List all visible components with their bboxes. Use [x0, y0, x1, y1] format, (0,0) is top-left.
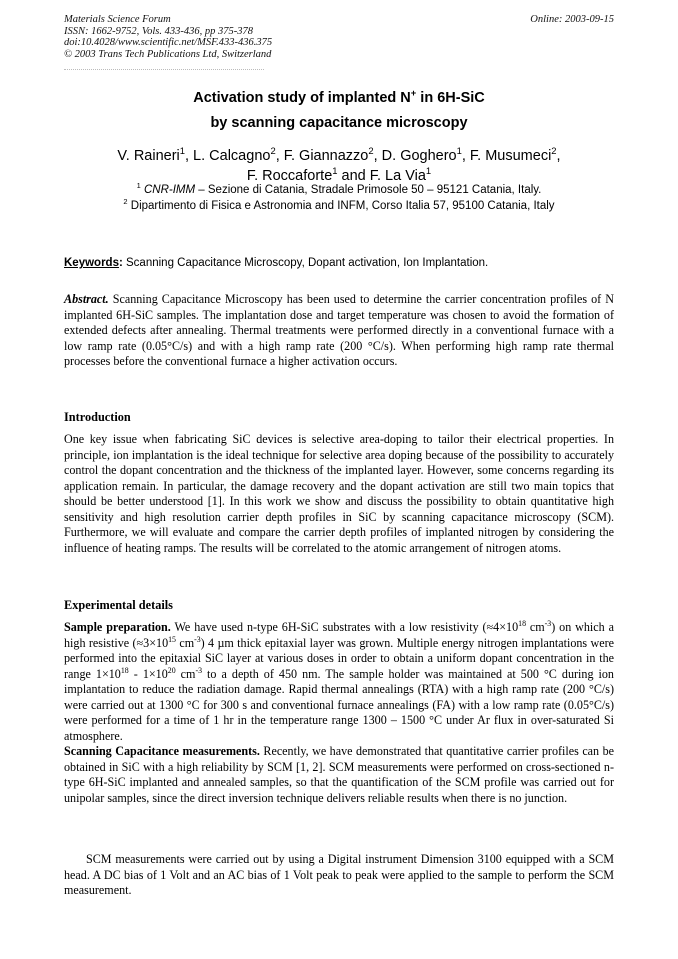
copyright-line: © 2003 Trans Tech Publications Ltd, Switzerland: [64, 48, 272, 60]
scm-paragraph-2: SCM measurements were carried out by using a Digital instrument Dimension 3100 equipped with a SCM head. A DC bias of 1 Volt and an AC bias of 1 Volt peak to peak were applied to the sample to perform the SCM measurement.: [64, 852, 614, 897]
sample-preparation-paragraph: Sample preparation. We have used n-type 6H-SiC substrates with a low resistivity ($\approx 4\times 10^{18}$ $cm^{-3}$) on which a high resistive ($\approx 3\times 10^{15}$ $cm^{-3}$) 4 µm thick epitaxial layer was grown. Multiple energy nitrogen implantations were performed into the epitaxial SiC layer at various doses in order to obtain a uniform dopant concentration in the range $1\times 10^{18} - 1\times 10^{20}$ $cm^{-3}$ to a depth of 450 nm. The sample holder was maintained at 500 °C during ion implantation to reduce the radiation damage. Rapid thermal annealings (RTA) with a high ramp rate (200 °C/s) were carried out at 1300 °C for 300 s and conventional furnace annealings (FA) with a low ramp rate (0.05°C/s) were performed for a time of 1 hr in the temperature range 1300 – 1500 °C under Ar flux in over-saturated Si atmosphere. Scanning Capacitance measurements. Recently, we have demonstrated that quantitative carrier profiles can be obtained in SiC with a high reliability by SCM [1, 2]. SCM measurements were performed on cross-sectioned n-type 6H-SiC implanted and annealed samples, so that the quantification of the SCM profile was carried out for unipolar samples, since the direct inversion technique delivers reliable results when there is no junction.: [64, 618, 615, 805]
paper-title-line2: by scanning capacitance microscopy: [210, 115, 468, 131]
abstract-paragraph: Abstract. Scanning Capacitance Microscopy has been used to determine the carrier concentration profiles of N implanted 6H-SiC samples. The implantation dose and target temperature was chosen to avoid the formation of extended defects after annealing. Thermal treatments were performed directly in a conventional furnace with a low ramp rate (0.05°C/s) and with a high ramp rate (200 °C/s). When performing high ramp rate thermal processes before the conventional furnace a higher activation occurs.: [64, 292, 614, 368]
sample-preparation-label: Sample preparation.: [64, 620, 171, 634]
introduction-heading: Introduction: [64, 410, 131, 424]
journal-name: Materials Science Forum: [64, 14, 171, 25]
author-line1: V. Raineri$^1$, L. Calcagno$^2$, F. Giannazzo$^2$, D. Goghero$^1$, F. Musumeci$^2$,: [117, 145, 561, 164]
paper-title-line1: Activation study of implanted N+ in 6H-SiC: [193, 87, 485, 106]
author-list: [0, 146, 678, 186]
affiliations: [0, 182, 678, 214]
journal-header: [64, 14, 272, 60]
introduction-paragraph: One key issue when fabricating SiC devices is selective area-doping to tailor their electrical properties. In principle, ion implantation is the ideal technique for selective area doping because of the possibility to accurately control the dopant concentration and the thickness of the implanted layer. However, some concerns regarding its application remain. In particular, the damage recovery and the dopant activation are still two main topics that should be better understood [1]. In this work we show and discuss the possibility to obtain quantitative high sensitivity and high resolution carrier depth profiles in SiC by scanning capacitance microscopy (SCM). Furthermore, we will evaluate and compare the carrier depth profiles of implanted nitrogen by considering the influence of heating ramps. The results will be correlated to the atomic arrangement of nitrogen atoms.: [64, 432, 614, 555]
scm-label: Scanning Capacitance measurements.: [64, 744, 260, 758]
affiliation-2: $^2$ Dipartimento di Fisica e Astronomia and INFM, Corso Italia 57, 95100 Catania, Italy: [123, 197, 555, 212]
keywords-label: Keywords: [64, 257, 119, 269]
issn-line: ISSN: 1662-9752, Vols. 433-436, pp 375-378: [64, 25, 253, 37]
faded-header-line: [64, 69, 264, 73]
abstract-label: Abstract.: [64, 292, 109, 306]
online-date: Online: 2003-09-15: [530, 14, 614, 25]
affiliation-1: $^1$ CNR-IMM – Sezione di Catania, Stradale Primosole 50 – 95121 Catania, Italy.: [136, 181, 542, 196]
author-line2: F. Roccaforte$^1$ and F. La Via$^1$: [246, 165, 432, 184]
keywords-text: Scanning Capacitance Microscopy, Dopant activation, Ion Implantation.: [122, 257, 489, 269]
doi-line: doi:10.4028/www.scientific.net/MSF.433-436.375: [64, 37, 273, 49]
experimental-heading: Experimental details: [64, 598, 173, 612]
keywords-line: Keywords: Scanning Capacitance Microscopy, Dopant activation, Ion Implantation.: [64, 257, 489, 269]
